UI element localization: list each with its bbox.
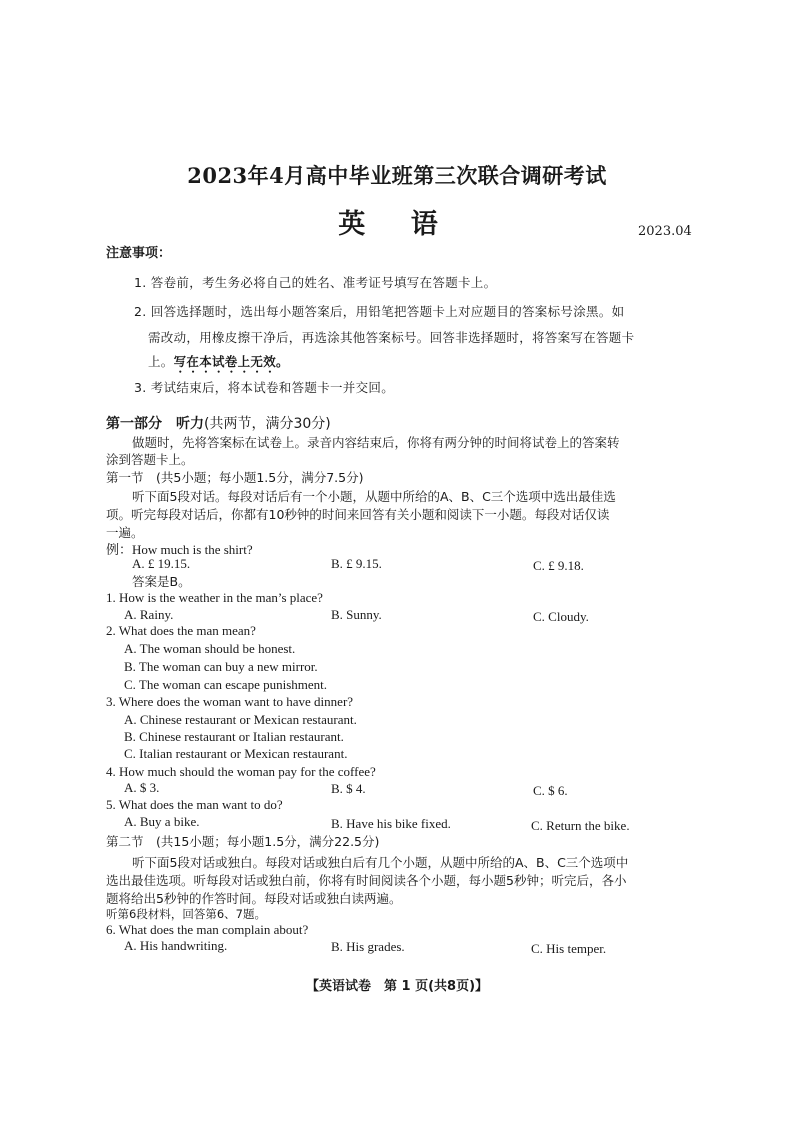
question-6: 6. What does the man complain about?	[106, 922, 309, 937]
emphasized-warning: 写在本试卷上无效。	[173, 354, 289, 369]
section2-material-note: 听第6段材料，回答第6、7题。	[106, 907, 266, 921]
note-item-2-line-2: 需改动，用橡皮擦干净后，再选涂其他答案标号。回答非选择题时，将答案写在答题卡	[148, 330, 635, 345]
question-1: 1. How is the weather in the man’s place?	[106, 590, 323, 605]
question-5: 5. What does the man want to do?	[106, 797, 283, 812]
section2-line-3: 题将给出5秒钟的作答时间。每段对话或独白读两遍。	[106, 891, 402, 906]
question-6-option-a: A. His handwriting.	[124, 938, 228, 953]
notes-heading: 注意事项：	[106, 246, 172, 261]
section2-line-1: 听下面5段对话或独白。每段对话或独白后有几个小题，从题中所给的A、B、C三个选项中	[132, 855, 629, 870]
question-3: 3. Where does the woman want to have dinner?	[106, 694, 354, 709]
question-2-option-a: A. The woman should be honest.	[124, 641, 296, 656]
example-question: 例：How much is the shirt?	[106, 542, 253, 557]
note-item-1: 1. 答卷前，考生务必将自己的姓名、准考证号填写在答题卡上。	[134, 275, 497, 290]
note-item-2-line-3	[148, 352, 289, 376]
section1-line-1: 听下面5段对话。每段对话后有一个小题，从题中所给的A、B、C三个选项中选出最佳选	[132, 489, 616, 504]
exam-title: 2023年4月高中毕业班第三次联合调研考试	[187, 163, 607, 188]
question-1-option-a: A. Rainy.	[124, 607, 174, 622]
note-text: 上。	[148, 354, 174, 369]
example-option-a: A. £ 19.15.	[132, 556, 191, 571]
part1-intro-line-2: 涂到答题卡上。	[106, 452, 194, 467]
section1-line-2: 项。听完每段对话后，你都有10秒钟的时间来回答有关小题和阅读下一小题。每段对话仅读	[106, 507, 610, 522]
section1-heading: 第一节 (共5小题；每小题1.5分，满分7.5分)	[106, 470, 364, 485]
question-2-option-c: C. The woman can escape punishment.	[124, 677, 328, 692]
question-2-option-b: B. The woman can buy a new mirror.	[124, 659, 318, 674]
question-4: 4. How much should the woman pay for the coffee?	[106, 764, 376, 779]
part1-intro-line-1: 做题时，先将答案标在试卷上。录音内容结束后，你将有两分钟的时间将试卷上的答案转	[132, 435, 620, 450]
question-5-option-b: B. Have his bike fixed.	[331, 816, 451, 831]
question-2: 2. What does the man mean?	[106, 623, 256, 638]
page-footer: 【英语试卷 第 1 页(共8页)】	[305, 979, 489, 994]
question-3-option-c: C. Italian restaurant or Mexican restaurant.	[124, 746, 348, 761]
question-6-option-c: C. His temper.	[531, 941, 607, 956]
question-1-option-c: C. Cloudy.	[533, 609, 589, 624]
section1-line-3: 一遍。	[106, 525, 144, 540]
note-item-3: 3. 考试结束后，将本试卷和答题卡一并交回。	[134, 380, 395, 395]
example-option-b: B. £ 9.15.	[331, 556, 382, 571]
question-3-option-b: B. Chinese restaurant or Italian restaurant.	[124, 729, 344, 744]
exam-date: 2023.04	[638, 224, 692, 239]
question-5-option-a: A. Buy a bike.	[124, 814, 200, 829]
subject-title: 英 语	[338, 209, 456, 240]
section2-heading: 第二节 (共15小题；每小题1.5分，满分22.5分)	[106, 834, 380, 849]
example-option-c: C. £ 9.18.	[533, 558, 584, 573]
question-4-option-c: C. $ 6.	[533, 783, 568, 798]
question-6-option-b: B. His grades.	[331, 939, 405, 954]
example-answer: 答案是B。	[132, 574, 191, 589]
question-1-option-b: B. Sunny.	[331, 607, 382, 622]
question-5-option-c: C. Return the bike.	[531, 818, 630, 833]
note-item-2-line-1: 2. 回答选择题时，选出每小题答案后，用铅笔把答题卡上对应题目的答案标号涂黑。如	[134, 304, 625, 319]
part1-score: (共两节，满分30分)	[204, 416, 331, 432]
question-3-option-a: A. Chinese restaurant or Mexican restaurant.	[124, 712, 357, 727]
question-4-option-b: B. $ 4.	[331, 781, 366, 796]
part1-title: 第一部分 听力	[106, 416, 204, 432]
question-4-option-a: A. $ 3.	[124, 780, 160, 795]
part1-heading	[106, 413, 331, 433]
section2-line-2: 选出最佳选项。听每段对话或独白前，你将有时间阅读各个小题，每小题5秒钟；听完后，各小	[106, 873, 627, 888]
